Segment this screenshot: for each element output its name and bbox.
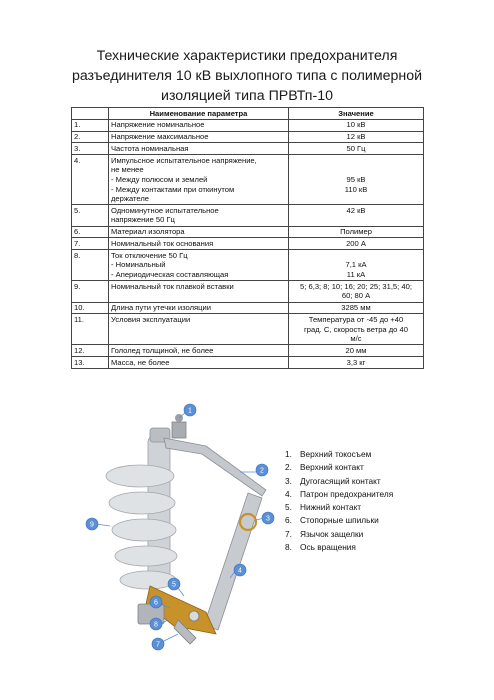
row-parameter: Напряжение номинальное [109, 119, 289, 131]
row-number: 5. [72, 205, 109, 226]
title-line-3: изоляцией типа ПРВТп-10 [161, 87, 333, 104]
legend-label: Патрон предохранителя [300, 488, 394, 499]
table-row [72, 155, 424, 205]
parameter-line: - Между полюсом и землей [111, 174, 208, 184]
legend-item [285, 475, 393, 488]
table-row [72, 281, 424, 302]
row-parameter: Длина пути утечки изоляции [109, 302, 289, 314]
value-line: 7,1 кА [345, 260, 367, 270]
parameter-line: Импульсное испытательное напряжение, [111, 155, 257, 165]
callout-9-label: 9 [90, 521, 94, 529]
document-title [40, 46, 454, 106]
row-number: 10. [72, 302, 109, 314]
legend-item [285, 501, 393, 514]
legend-label: Дугогасящий контакт [300, 475, 381, 486]
legend-number: 6. [285, 515, 292, 526]
row-number: 13. [72, 357, 109, 369]
legend-label: Стопорные шпильки [300, 515, 379, 526]
parameter-line: не менее [111, 165, 144, 175]
upper-terminal [172, 422, 186, 438]
row-value [289, 250, 424, 281]
row-value: 50 Гц [289, 143, 424, 155]
table-row [72, 357, 424, 369]
row-parameter: Гололед толщиной, не более [109, 345, 289, 357]
legend-item [285, 488, 393, 501]
parameter-line: - Апериодическая составляющая [111, 270, 229, 279]
header-value: Значение [289, 108, 424, 120]
row-number: 6. [72, 226, 109, 238]
row-parameter: Напряжение максимальное [109, 131, 289, 143]
value-line: Температура от -45 до +40 [308, 314, 404, 324]
parameter-line: Одноминутное испытательное [111, 205, 219, 215]
legend-number: 7. [285, 528, 292, 539]
legend-item [285, 528, 393, 541]
value-line: 95 кВ [346, 174, 366, 184]
fuse-tube [204, 493, 262, 630]
callout-2-label: 2 [260, 467, 264, 475]
table-row [72, 205, 424, 226]
callout-6-label: 6 [154, 599, 158, 607]
row-value [289, 155, 424, 205]
row-number: 12. [72, 345, 109, 357]
row-parameter: Условия эксплуатации [109, 314, 289, 345]
table-row [72, 302, 424, 314]
parameter-line: держателе [111, 194, 150, 204]
value-line: м/с [350, 334, 362, 344]
table-row [72, 314, 424, 345]
parameter-line: напряжение 50 Гц [111, 215, 175, 225]
row-parameter [109, 155, 289, 205]
title-line-1: Технические характеристики предохранителя [96, 47, 398, 64]
legend-label: Верхний контакт [300, 462, 364, 473]
row-number: 8. [72, 250, 109, 281]
row-parameter: Номинальный ток плавкой вставки [109, 281, 289, 302]
table-row [72, 250, 424, 281]
parts-legend [285, 448, 393, 554]
row-number: 7. [72, 238, 109, 250]
parameter-line: Ток отключение 50 Гц [111, 250, 188, 260]
row-parameter: Номинальный ток основания [109, 238, 289, 250]
callout-8-label: 8 [154, 621, 158, 629]
specifications-table [71, 107, 424, 369]
row-parameter: Частота номинальная [109, 143, 289, 155]
value-line: 5; 6,3; 8; 10; 16; 20; 25; 31,5; 40; [300, 281, 412, 291]
row-value: 20 мм [289, 345, 424, 357]
legend-number: 4. [285, 488, 292, 499]
row-number: 11. [72, 314, 109, 345]
row-value: 3285 мм [289, 302, 424, 314]
value-line: 11 кА [346, 270, 366, 279]
value-line: 110 кВ [344, 184, 368, 194]
table-row [72, 131, 424, 143]
legend-number: 8. [285, 542, 292, 553]
callout-3-label: 3 [266, 515, 270, 523]
value-line: град. С, скорость ветра до 40 [304, 324, 408, 334]
legend-label: Верхний токосъем [300, 449, 372, 459]
legend-label: Язычок защелки [300, 528, 364, 539]
row-value [289, 314, 424, 345]
upper-contact-bracket [164, 438, 266, 496]
row-value: 12 кВ [289, 131, 424, 143]
row-value: 10 кВ [289, 119, 424, 131]
row-parameter: Материал изолятора [109, 226, 289, 238]
legend-item [285, 461, 393, 474]
row-value: 42 кВ [289, 205, 424, 226]
callout-7-label: 7 [156, 641, 160, 649]
table-row [72, 226, 424, 238]
row-value [289, 281, 424, 302]
value-line: 60; 80 А [341, 291, 371, 301]
table-row [72, 119, 424, 131]
callout-1-label: 1 [188, 407, 192, 415]
pivot-axis [189, 611, 199, 621]
legend-item [285, 541, 393, 554]
row-value: 3,3 кг [289, 357, 424, 369]
row-value: Полимер [289, 226, 424, 238]
callout-5-label: 5 [172, 581, 176, 589]
row-number: 4. [72, 155, 109, 205]
legend-number: 1. [285, 449, 292, 459]
legend-label: Нижний контакт [300, 502, 362, 513]
table-row [72, 143, 424, 155]
parameter-line: - Номинальный [111, 260, 166, 270]
legend-number: 3. [285, 475, 292, 486]
header-num [72, 108, 109, 120]
fuse-disconnector-illustration [66, 398, 286, 666]
row-number: 2. [72, 131, 109, 143]
legend-item [285, 514, 393, 527]
row-number: 9. [72, 281, 109, 302]
table-row [72, 345, 424, 357]
row-parameter [109, 205, 289, 226]
title-line-2: разъединителя 10 кВ выхлопного типа с полимерной [71, 67, 423, 84]
row-parameter [109, 250, 289, 281]
row-parameter: Масса, не более [109, 357, 289, 369]
legend-number: 2. [285, 462, 292, 473]
parameter-line: - Между контактами при откинутом [111, 184, 235, 194]
legend-item [285, 448, 393, 461]
legend-number: 5. [285, 502, 292, 513]
row-value: 200 А [289, 238, 424, 250]
table-row [72, 238, 424, 250]
row-number: 3. [72, 143, 109, 155]
row-number: 1. [72, 119, 109, 131]
header-parameter-name: Наименование параметра [109, 108, 289, 120]
table-header-row [72, 108, 424, 120]
fuse-disconnector-drawing [66, 398, 286, 666]
legend-label: Ось вращения [300, 542, 356, 553]
callout-4-label: 4 [238, 567, 242, 575]
